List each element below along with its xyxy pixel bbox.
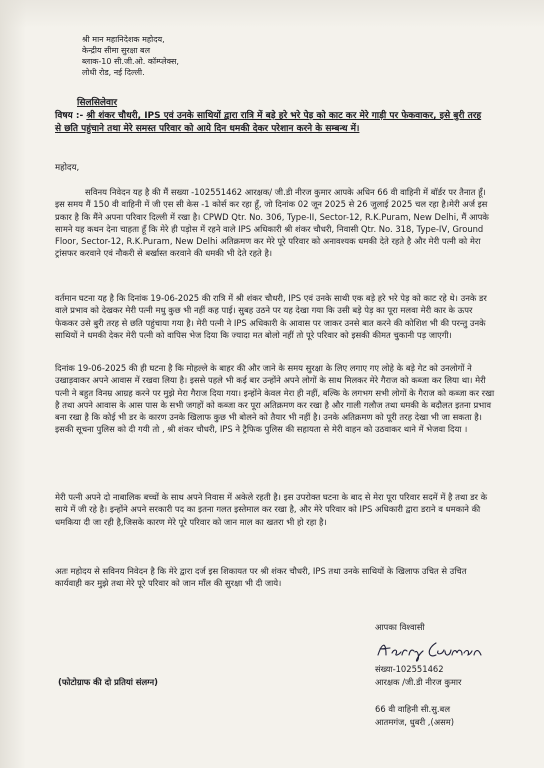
handwritten-signature bbox=[374, 637, 514, 663]
closing-salutation: आपका विश्वासी bbox=[375, 622, 425, 632]
address-line-4: लोधी रोड, नई दिल्ली. bbox=[82, 68, 145, 77]
paragraph-2: वर्तमान घटना यह है कि दिनांक 19-06-2025 की रात्रि में श्री शंकर चौधरी, IPS एवं उनके साथी एक बड़े हरे भरे पेड़ को काट रहे थे। उनके डर वाले प्रभाव को देखकर मेरी पत्नी मधु कुछ भी नहीं कह पाई। सुबह उठने पर यह देखा गया कि उसी बड़े पेड़ का पूरा मलवा मेरी कार के ऊपर फेककर उसे बुरी तरह से छति पहुंचाया गया है। मेरी पत्नी ने IPS अधिकारी के आवास पर जाकर उनसे बात करने की कोशिश भी की परन्तु उनके साथियों ने धमकी देकर मेरी पत्नी को वापिस भेज दिया कि ज्यादा मत बोलो नहीं तो पूरे परिवार को इसकी कीमत चुकानी पड़ जाएगी। bbox=[55, 293, 487, 340]
paper-shadow-top bbox=[0, 0, 544, 28]
closing-location: आतमगंज, धुबरी ,(असम) bbox=[375, 717, 455, 727]
subject-text: श्री शंकर चौधरी, IPS एवं उनके साथियों द्वारा रात्रि में बड़े हरे भरे पेड़ को काट कर मेरे गाड़ी पर फेकवाकर, इसे बुरी तरह से छति पहुंचाने तथा मेरे समस्त परिवार को आये दिन धमकी देकर परेशान करने के सम्बन्ध में। bbox=[55, 111, 482, 134]
enclosure-note: (फोटोग्राफ की दो प्रतियां संलग्न) bbox=[58, 677, 158, 687]
paragraph-4: मेरी पत्नी अपने दो नाबालिक बच्चों के साथ अपने निवास में अकेले रहती है। इस उपरोक्त घटना के बाद से मेरा पूरा परिवार सदमें में है तथा डर के साये में जी रहे है। इन्होंने अपने सरकारी पद का इतना गलत इस्तेमाल कर रखा है, और मेरे परिवार को IPS अधिकारी द्वारा डराने व धमकाने की धमकिया दी जा रही है,जिसके कारण मेरे पूरे परिवार को जान माल का खतरा भी हो रहा है। bbox=[55, 492, 488, 527]
subject-line bbox=[55, 110, 485, 136]
paper-shadow-left bbox=[0, 0, 26, 768]
paragraph-3: दिनांक 19-06-2025 की ही घटना है कि मोहल्ले के बाहर की और जाने के समय सुरक्षा के लिए लगाए गए लोहे के बड़े गेट को उनलोगों ने उखाड़वाकर अपने आवास में रखवा लिया है। इससे पहले भी कई बार उन्होंने अपने लोगों के साथ मिलकर मेरे गैराज को कब्जा कर लिया था। मेरी पत्नी ने बहुत विनम्र आग्रह करने पर मुझे मेरा गैराज दिया गया। इन्होंने केवल मेरा ही नहीं, बल्कि के लगभग सभी लोगों के गैराज को कब्जा कर रखा है तथा अपने आवास के आस पास के सभी जगहों को कब्जा कर पूरा अतिक्रमण कर रखा है और गाली गलौज तथा धमकी के बदौलत इतना प्रभाव बना रखा है कि कोई भी डर के कारण उनके खिलाफ कुछ भी बोलने को तैयार भी नहीं है। उनके अतिक्रमण को पूरी तरह देखा भी जा सकता है। इसकी सूचना पुलिस को दी गयी तो , श्री शंकर चौधरी, IPS ने ट्रैफिक पुलिस की सहायता से मेरी वाहन को उठवाकर थाने में भेजवा दिया । bbox=[55, 363, 495, 435]
reference-heading: सिलसिलेवार bbox=[77, 98, 118, 108]
address-line-2: केन्द्रीय सीमा सुरक्षा बल bbox=[82, 46, 151, 55]
paragraph-1: सविनय निवेदन यह है की मैं सख्या -102551462 आरक्षक/ जी.डी नीरज कुमार आपके अधिन 66 वी वाहिनी में बॉर्डर पर तैनात हूँ। इस समय मैं 150 वी वाहिनी में जी एस सी केस -1 कोर्स कर रहा हूँ, जो दिनांक 02 जून 2025 से 26 जुलाई 2025 चल रहा है।मेरी अर्ज इस प्रकार है कि मैंने अपना परिवार दिल्ली में रखा है। CPWD Qtr. No. 306, Type-II, Sector-12, R.K.Puram, New Delhi, मैं आपके सामने यह कथन देना चाहता हूँ कि मेरे ही पड़ोस में रहने वाले IPS अधिकारी श्री शंकर चौधरी, निवासी Qtr. No. 318, Type-IV, Ground Floor, Sector-12, R.K.Puram, New Delhi अतिक्रमण कर मेरे पूरे परिवार को अनावश्यक धमकी देते रहते है और मेरी पत्नी को मेरा ट्रांसफर करवाने एवं नौकरी से बर्खास्त करवाने की धमकी भी देते रहते है। bbox=[55, 187, 489, 259]
address-line-3: ब्लाक-10 सी.जी.ओ. कॉम्प्लेक्स, bbox=[82, 57, 179, 66]
subject-prefix: विषय :- bbox=[55, 111, 87, 121]
closing-unit: 66 वी वाहिनी सी.सु.बल bbox=[375, 704, 451, 714]
address-line-1: श्री मान महानिदेशक महोदय, bbox=[82, 35, 165, 44]
salutation: महोदय, bbox=[55, 163, 80, 173]
closing-number: संख्या-102551462 bbox=[375, 664, 444, 674]
paragraph-5: अतः महोदय से सविनय निवेदन है कि मेरे द्वारा दर्ज इस शिकायत पर श्री शंकर चौधरी, IPS तथा उनके साथियों के खिलाफ उचित से उचित कार्यवाही कर मुझे तथा मेरे पूरे परिवार को जान माँल की सुरक्षा भी दी जाये। bbox=[55, 566, 467, 589]
closing-rank-name: आरक्षक /जी.डी नीरज कुमार bbox=[375, 677, 462, 687]
